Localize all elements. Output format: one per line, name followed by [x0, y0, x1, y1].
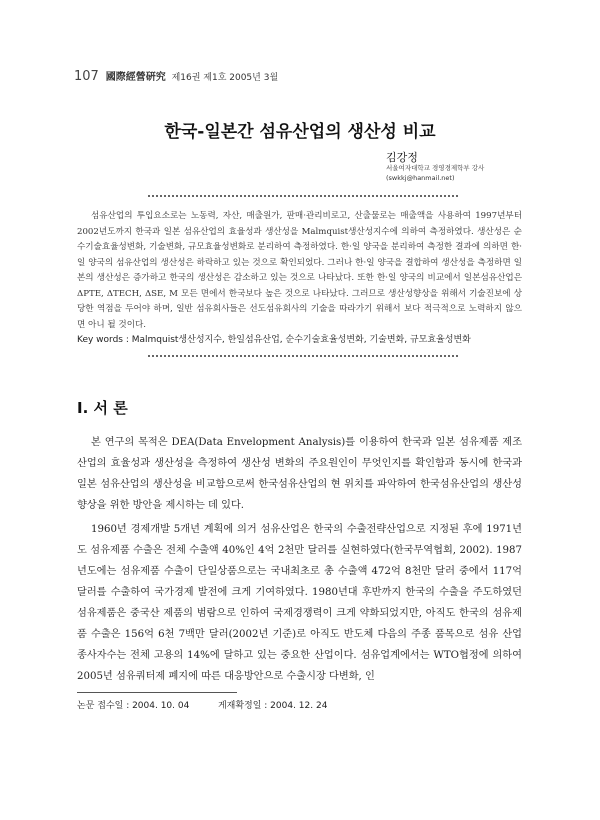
author-name: 김강정 [386, 151, 418, 164]
dotted-divider-top [148, 195, 458, 197]
author-info [386, 163, 484, 183]
running-header [74, 68, 278, 84]
body-paragraph: 본 연구의 목적은 DEA(Data Envelopment Analysis)를 이용하여 한국과 일본 섬유제품 제조산업의 효율성과 생산성을 측정하여 생산성 변화의 주요원인이 무엇인지를 확인함과 동시에 한국과 일본 섬유산업의 생산성을 비교함으로써 한국섬유산업의 현 위치를 파악하여 한국섬유산업의 생산성향상을 위한 방안을 제시하는 데 있다. [77, 437, 522, 511]
body-text [77, 432, 522, 687]
author-email: (swkkj@hanmail.net) [386, 174, 455, 182]
footnote [77, 698, 327, 711]
abstract-text: 섬유산업의 투입요소로는 노동력, 자산, 매출원가, 판매·관리비로고, 산출물로는 매출액을 사용하여 1997년부터 2002년도까지 한국과 일본 섬유산업의 효율성과 생산성을 Malmquist생산성지수에 의하여 측정하였다. 생산성은 순수기술효율성변화, 기술변화, 규모효율성변화로 분리하여 측정하였다. 한·일 양국을 분리하여 측정한 결과에 의하면 한·일 양국의 섬유산업의 생산성은 하락하고 있는 것으로 확인되었다. 그러나 한·일 양국을 결합하여 생산성을 측정하면 일본의 생산성은 증가하고 한국의 생산성은 감소하고 있는 것으로 나타났다. 또한 한·일 양국의 비교에서 일본섬유산업은 ΔPTE, ΔTECH, ΔSE, M 모든 면에서 한국보다 높은 것으로 나타났다. 그러므로 생산성향상을 위해서 기술진보에 상당한 역점을 두어야 하며, 일반 섬유회사들은 선도섬유회사의 기술을 따라가기 위해서 보다 적극적으로 노력하지 않으면 아니 될 것이다. [77, 211, 522, 330]
dotted-divider-bottom [148, 355, 458, 357]
page-number: 107 [74, 69, 99, 84]
body-paragraph: 1960년 경제개발 5개년 계획에 의거 섬유산업은 한국의 수출전략산업으로 지정된 후에 1971년도 섬유제품 수출은 전체 수출액 40%인 4억 2천만 달러를 실현하였다(한국무역협회, 2002). 1987년도에는 섬유제품 수출이 단일상품으로는 국내최초로 총 수출액 472억 8천만 달러 중에서 117억 달러를 수출하여 국가경제 발전에 크게 기여하였다. 1980년대 후반까지 한국의 수출을 주도하였던 섬유제품은 중국산 제품의 범람으로 인하여 국제경쟁력이 크게 약화되었지만, 아직도 한국의 섬유제품 수출은 156억 6천 7백만 달러(2002년 기준)로 아직도 반도체 다음의 주종 품목으로 섬유 산업 종사자수는 전체 고용의 14%에 달하고 있는 중요한 산업이다. 섬유업계에서는 WTO협정에 의하여 2005년 섬유쿼터제 폐지에 따른 대응방안으로 수출시장 다변화, 인 [77, 524, 522, 682]
keywords: Key words : Malmquist생산성지수, 한일섬유산업, 순수기술효율성변화, 기술변화, 규모효율성변화 [77, 335, 471, 345]
accepted-date: 게재확정일 : 2004. 12. 24 [217, 701, 328, 711]
journal-name: 國際經營硏究 [105, 72, 166, 83]
received-date: 논문 접수일 : 2004. 10. 04 [77, 701, 190, 711]
paper-title: 한국-일본간 섬유산업의 생산성 비교 [164, 122, 436, 142]
section-heading: Ⅰ. 서 론 [77, 399, 128, 417]
footnote-rule [77, 692, 237, 693]
issue-info: 제16권 제1호 2005년 3월 [171, 73, 279, 83]
author-affiliation: 서울여자대학교 경영경제학부 강사 [386, 164, 485, 172]
